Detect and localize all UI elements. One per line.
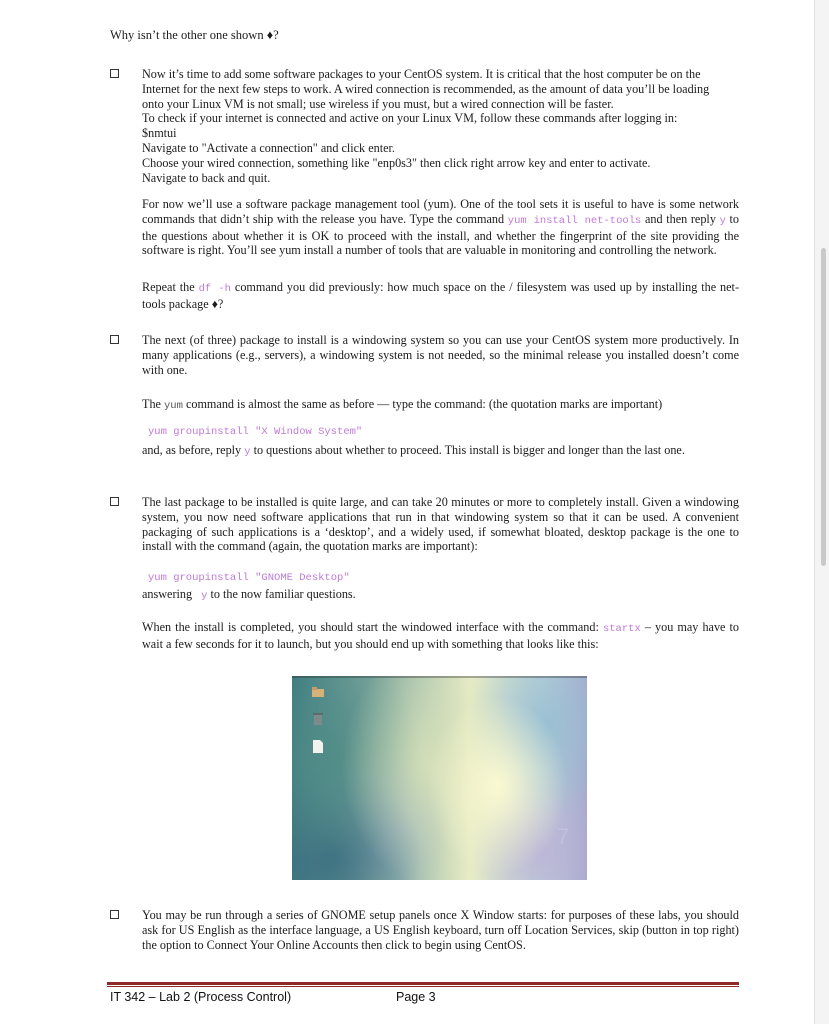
x-window-reply-paragraph [142, 443, 739, 460]
reply-y: y [201, 590, 208, 602]
footer-rule-thin [107, 986, 739, 987]
home-folder-icon [312, 684, 324, 702]
para-text: – you may have to wait a few seconds for it to launch, but you should end up with something that looks like this: [142, 620, 740, 651]
intro-line: onto your Linux VM is not small; use wireless if you must, but a wired connection will be faster. [142, 96, 614, 111]
intro-line: Choose your wired connection, something like "enp0s3" then click right arrow key and enter to activate. [142, 155, 651, 170]
para-text: When the install is completed, you should start the windowed interface with the command: [142, 620, 599, 634]
command-yum: yum [164, 400, 183, 412]
code-gnome-desktop: yum groupinstall "GNOME Desktop" [148, 572, 350, 584]
intro-line: Internet for the next few steps to work. A wired connection is recommended, as the amount of data you’ll be loading [142, 81, 710, 96]
top-bar [292, 676, 587, 678]
file-icon [312, 740, 324, 758]
trash-icon [312, 712, 324, 730]
gnome-setup-paragraph: You may be run through a series of GNOME setup panels once X Window starts: for purposes of these labs, you should ask for US English as the interface language, a US English keyboard, turn off Location Services, skip (button in top right) the option to Connect Your Online Accounts then click to begin using CentOS. [142, 908, 739, 952]
intro-line: Now it’s time to add some software packages to your CentOS system. It is critical that the host computer be on the [142, 67, 701, 81]
para-text: to the now familiar questions. [210, 587, 356, 601]
command-startx: startx [602, 623, 641, 635]
para-text: to questions about whether to proceed. This install is bigger and longer than the last one. [253, 443, 685, 457]
para-text: and, as before, reply [142, 443, 242, 457]
gnome-desktop-paragraph: The last package to be installed is quite large, and can take 20 minutes or more to completely install. Given a windowing system, you now need software applications that run in that windowing system so that it can be used. A convenient packaging of such applications is a ‘desktop’, and a widely used, if somewhat bloated, desktop package is the one to install with the command (again, the quotation marks are important): [142, 495, 739, 554]
windowing-system-paragraph: The next (of three) package to install is a windowing system so you can use your CentOS system more productively. In many applications (e.g., servers), a windowing system is not needed, so the minimal release you installed doesn’t come with one. [142, 333, 739, 377]
command-df-h: df -h [198, 283, 231, 295]
df-question-paragraph [142, 280, 739, 312]
code-x-window-system: yum groupinstall "X Window System" [148, 426, 363, 438]
para-text: command is almost the same as before — type the command: (the quotation marks are important) [185, 397, 663, 411]
question-heading: Why isn’t the other one shown ♦? [110, 28, 279, 42]
intro-line: Navigate to "Activate a connection" and click enter. [142, 140, 395, 155]
intro-line: To check if your internet is connected and active on your Linux VM, follow these commands after logging in: [142, 111, 678, 126]
checkbox-section-1[interactable] [110, 69, 119, 78]
footer-rule [107, 982, 739, 985]
footer-page-number: Page 3 [396, 990, 436, 1004]
reply-y: y [719, 214, 726, 227]
checkbox-section-3[interactable] [110, 497, 119, 506]
checkbox-section-4[interactable] [110, 910, 119, 919]
vertical-scrollbar[interactable] [821, 248, 826, 566]
para-text: The [142, 397, 161, 411]
yum-command-paragraph [142, 397, 739, 414]
para-text: Repeat the [142, 280, 195, 294]
para-text: For now we’ll use a software package management tool (yum). One of the tool sets it is useful to have is some network commands that didn’t ship with the release you have. Type the command [142, 197, 739, 226]
reply-y: y [244, 446, 251, 458]
startx-paragraph [142, 620, 739, 652]
section-1-intro [142, 67, 739, 185]
para-text: command you did previously: how much space on the / filesystem was used up by installing the net-tools package ♦? [142, 280, 740, 311]
command-yum-install-net-tools: yum install net-tools [507, 214, 642, 227]
footer-course-title: IT 342 – Lab 2 (Process Control) [110, 990, 292, 1004]
intro-line: $nmtui [142, 126, 177, 141]
para-text: to the questions about whether it is OK to proceed with the install, and whether the fingerprint of the site providing the software is right. You’ll see yum install a number of tools that are valuable in monitoring and controlling the network. [142, 211, 740, 258]
intro-line: Navigate to back and quit. [142, 170, 271, 185]
centos-logo-7: 7 [556, 824, 569, 849]
yum-net-tools-paragraph [142, 197, 739, 258]
centos-desktop-screenshot [292, 676, 587, 880]
gnome-reply-paragraph [142, 587, 739, 604]
para-text: and then reply [644, 211, 716, 226]
checkbox-section-2[interactable] [110, 335, 119, 344]
para-text: answering [142, 587, 193, 601]
